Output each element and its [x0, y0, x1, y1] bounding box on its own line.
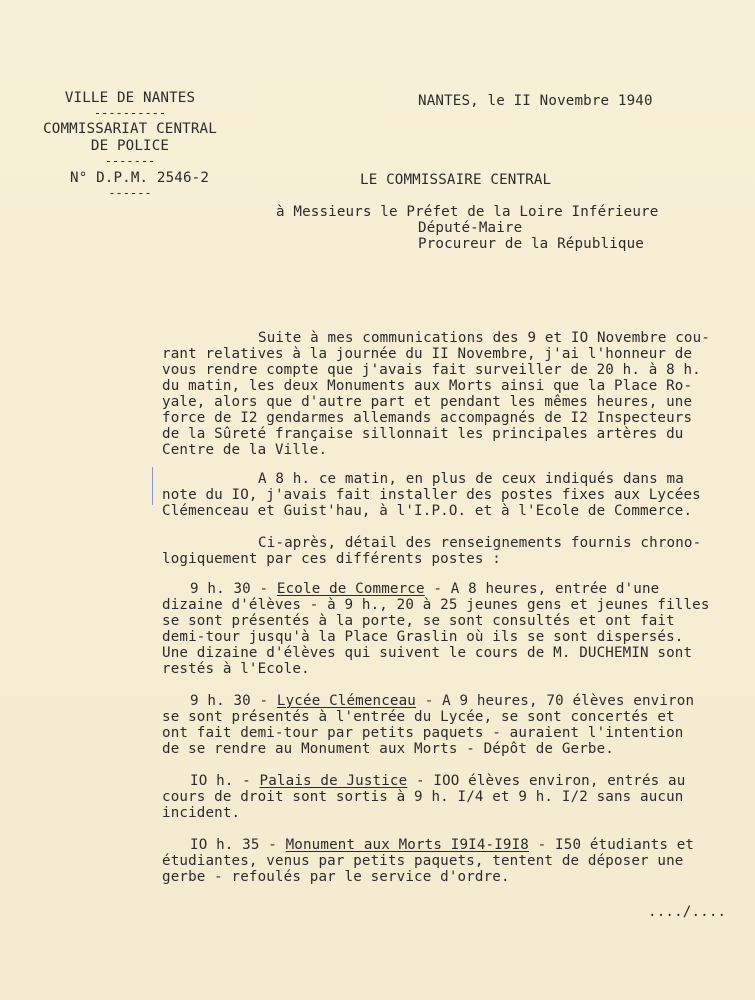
separator: ---------- [93, 106, 167, 120]
entry-first-line [190, 581, 659, 598]
body-line: Centre de la Ville. [162, 442, 328, 458]
recipient-line: Procureur de la République [418, 236, 644, 252]
body-line: restés à l'Ecole. [162, 661, 310, 677]
margin-mark [152, 467, 153, 505]
entry-time: IO h. 35 - [190, 837, 286, 853]
entry-first-line [190, 837, 694, 854]
body-line: Ci-après, détail des renseignements fournis chrono- [258, 535, 702, 551]
body-line: rant relatives à la journée du II Novembre, j'ai l'honneur de [162, 346, 693, 362]
body-line: logiquement par ces différents postes : [162, 551, 501, 567]
body-line: Clémenceau et Guist'hau, à l'I.P.O. et à l'Ecole de Commerce. [162, 503, 693, 519]
body-line: A 8 h. ce matin, en plus de ceux indiqués dans ma [258, 471, 684, 487]
entry-text: - A 8 heures, entrée d'une [424, 581, 660, 597]
recipient-line: Député-Maire [418, 220, 523, 236]
city-heading: VILLE DE NANTES [64, 90, 196, 106]
entry-place: Lycée Clémenceau [276, 693, 416, 709]
separator: ------ [108, 186, 152, 200]
body-line: yale, alors que d'autre part et pendant les mêmes heures, une [162, 394, 693, 410]
body-line: de se rendre au Monument aux Morts - Dépôt de Gerbe. [162, 741, 614, 757]
entry-text: - A 9 heures, 70 élèves environ [416, 693, 695, 709]
office-heading-line1: COMMISSARIAT CENTRAL [43, 121, 217, 137]
body-line: cours de droit sont sortis à 9 h. I/4 et 9 h. I/2 sans aucun [162, 789, 684, 805]
body-line: du matin, les deux Monuments aux Morts ainsi que la Place Ro- [162, 378, 693, 394]
body-line: de la Sûreté française sillonnait les principales artères du [162, 426, 684, 442]
body-line: force de I2 gendarmes allemands accompagnés de I2 Inspecteurs [162, 410, 693, 426]
entry-place: Ecole de Commerce [276, 581, 425, 597]
body-line: se sont présentés à l'entrée du Lycée, se sont concertés et [162, 709, 675, 725]
body-line: ont fait demi-tour par petits paquets - auraient l'intention [162, 725, 684, 741]
body-line: Une dizaine d'élèves qui suivent le cours de M. DUCHEMIN sont [162, 645, 693, 661]
body-line: dizaine d'élèves - à 9 h., 20 à 25 jeunes gens et jeunes filles [162, 597, 710, 613]
body-line: incident. [162, 805, 241, 821]
entry-first-line [190, 773, 685, 790]
entry-place: Monument aux Morts I9I4-I9I8 [285, 837, 529, 853]
recipient-line: à Messieurs le Préfet de la Loire Inférieure [276, 204, 659, 220]
entry-time: 9 h. 30 - [190, 693, 277, 709]
body-line: note du IO, j'avais fait installer des postes fixes aux Lycées [162, 487, 701, 503]
entry-text: - I50 étudiants et [528, 837, 695, 853]
body-line: se sont présentés à la porte, se sont consultés et ont fait [162, 613, 675, 629]
entry-first-line [190, 693, 694, 710]
sender-title: LE COMMISSAIRE CENTRAL [360, 172, 552, 188]
body-line: Suite à mes communications des 9 et IO Novembre cou- [258, 330, 710, 346]
entry-place: Palais de Justice [259, 773, 408, 789]
place-date: NANTES, le II Novembre 1940 [418, 93, 653, 109]
entry-time: 9 h. 30 - [190, 581, 277, 597]
office-heading-line2: DE POLICE [90, 138, 170, 154]
body-line: gerbe - refoulés par le service d'ordre. [162, 869, 510, 885]
entry-text: - IOO élèves environ, entrés au [407, 773, 686, 789]
reference-number: N° D.P.M. 2546-2 [70, 170, 210, 186]
continuation-mark: ..../.... [648, 904, 727, 920]
body-line: vous rendre compte que j'avais fait surveiller de 20 h. à 8 h. [162, 362, 701, 378]
entry-time: IO h. - [190, 773, 260, 789]
body-line: étudiantes, venus par petits paquets, tentent de déposer une [162, 853, 684, 869]
body-line: demi-tour jusqu'à la Place Graslin où ils se sont dispersés. [162, 629, 684, 645]
separator: ------- [104, 154, 156, 168]
